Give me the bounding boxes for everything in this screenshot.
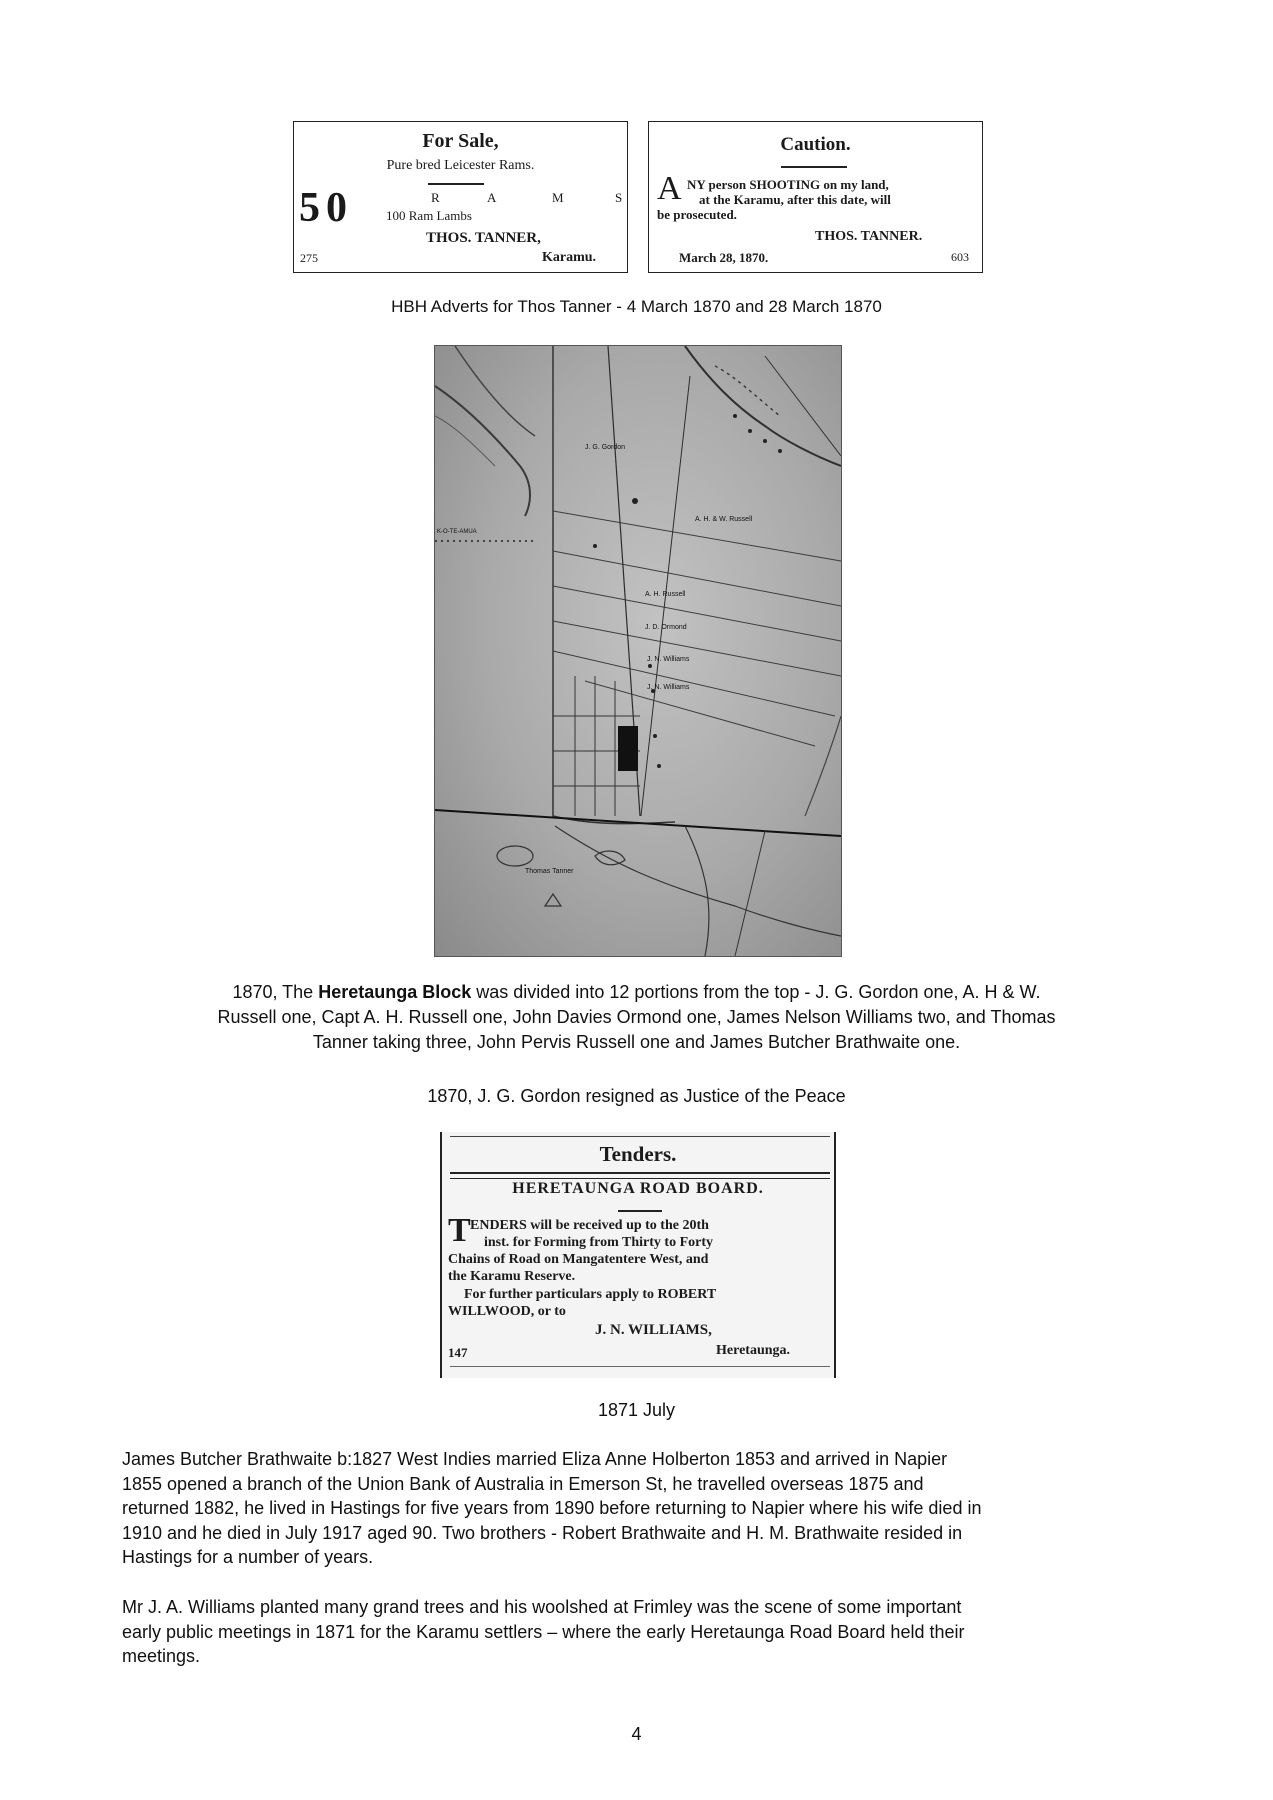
tender-line-4: the Karamu Reserve. xyxy=(448,1269,576,1284)
advert-subtitle: Pure bred Leicester Rams. xyxy=(386,158,535,173)
rams-letter-m: M xyxy=(552,190,564,205)
tender-line-3: Chains of Road on Mangatentere West, and xyxy=(448,1252,709,1267)
divider xyxy=(618,1210,662,1212)
tender-place: Heretaunga. xyxy=(716,1343,791,1358)
paragraph-line: James Butcher Brathwaite b:1827 West Indies married Eliza Anne Holberton 1853 and arrived in Napier xyxy=(122,1449,948,1469)
right-border xyxy=(834,1132,836,1378)
caption-tenders-date: 1871 July xyxy=(597,1400,676,1420)
paragraph-line: 1855 opened a branch of the Union Bank of Australia in Emerson St, he travelled overseas 1875 and xyxy=(122,1473,924,1494)
paragraph-brathwaite xyxy=(122,1447,1152,1570)
advert-for-sale xyxy=(293,121,628,273)
page-number: 4 xyxy=(631,1724,642,1744)
advert-place: Karamu. xyxy=(542,250,597,265)
paragraph-line: meetings. xyxy=(122,1646,201,1666)
tender-line-2: inst. for Forming from Thirty to Forty xyxy=(484,1235,714,1250)
rams-letter-s: S xyxy=(615,190,623,205)
caption-heretaunga-block xyxy=(0,980,1273,1055)
caption-line-2: Russell one, Capt A. H. Russell one, John Davies Ormond one, James Nelson Williams two, and Thomas xyxy=(217,1007,1056,1027)
drop-cap: T xyxy=(448,1212,471,1249)
paragraph-line: 1910 and he died in July 1917 aged 90. Two brothers - Robert Brathwaite and H. M. Brathwaite resided in xyxy=(122,1522,963,1543)
tenders-advert xyxy=(440,1132,836,1378)
rams-letter-r: R xyxy=(431,190,440,205)
caption-pre: 1870, The xyxy=(232,982,319,1002)
map-label-williams-2: J. N. Williams xyxy=(647,684,690,691)
big-number: 50 xyxy=(299,185,353,231)
tender-signature: J. N. WILLIAMS, xyxy=(595,1322,712,1338)
bottom-rule xyxy=(450,1366,830,1367)
caption-line-1 xyxy=(0,980,1273,1005)
left-border xyxy=(440,1132,442,1378)
caption-line-3: Tanner taking three, John Pervis Russell one and James Butcher Brathwaite one. xyxy=(312,1032,961,1052)
caution-line-1: NY person SHOOTING on my land, xyxy=(687,177,889,192)
map-label-ormond: J. D. Ormond xyxy=(645,624,687,631)
caption-rest: was divided into 12 portions from the top - J. G. Gordon one, A. H & W. xyxy=(471,982,1041,1002)
tenders-title: Tenders. xyxy=(599,1142,677,1166)
map-label-left: K-O-TE-AMUA xyxy=(437,529,477,535)
lambs-line: 100 Ram Lambs xyxy=(386,208,472,223)
tender-line-5: For further particulars apply to ROBERT xyxy=(464,1287,717,1302)
advert-ref: 603 xyxy=(951,250,969,264)
map-label-tanner: Thomas Tanner xyxy=(525,868,574,875)
board-name: HERETAUNGA ROAD BOARD. xyxy=(512,1180,764,1197)
advert-title: Caution. xyxy=(780,134,851,155)
map-label-awr: A. H. & W. Russell xyxy=(695,516,753,523)
tender-line-1: ENDERS will be received up to the 20th xyxy=(470,1218,709,1233)
paragraph-line: early public meetings in 1871 for the Karamu settlers – where the early Heretaunga Road Board held their xyxy=(122,1621,965,1642)
paragraph-line: Mr J. A. Williams planted many grand trees and his woolshed at Frimley was the scene of some important xyxy=(122,1597,962,1617)
advert-ref: 275 xyxy=(300,251,318,265)
map-drawing xyxy=(435,346,841,956)
paragraph-line: returned 1882, he lived in Hastings for five years from 1890 before returning to Napier where his wife died in xyxy=(122,1498,982,1518)
advert-signature: THOS. TANNER, xyxy=(426,230,541,246)
advert-title: For Sale, xyxy=(422,130,499,152)
caption-gordon-resigned: 1870, J. G. Gordon resigned as Justice of the Peace xyxy=(427,1086,846,1106)
caution-line-2: at the Karamu, after this date, will xyxy=(699,192,891,207)
paragraph-line: Hastings for a number of years. xyxy=(122,1547,374,1567)
caption-adverts: HBH Adverts for Thos Tanner - 4 March 1870 and 28 March 1870 xyxy=(391,297,882,316)
caption-bold: Heretaunga Block xyxy=(318,982,472,1002)
paragraph-williams xyxy=(122,1595,1152,1669)
advert-caution xyxy=(648,121,983,273)
advert-signature: THOS. TANNER. xyxy=(815,229,923,244)
drop-cap: A xyxy=(657,170,682,207)
advert-date: March 28, 1870. xyxy=(679,250,769,265)
map-label-gordon: J. G. Gordon xyxy=(585,444,626,451)
divider xyxy=(428,183,484,185)
top-rule xyxy=(450,1136,830,1137)
heretaunga-block-map xyxy=(434,345,842,957)
caution-line-3: be prosecuted. xyxy=(657,207,737,222)
divider xyxy=(781,166,847,168)
map-label-williams-1: J. N. Williams xyxy=(647,656,690,663)
rams-letter-a: A xyxy=(487,190,497,205)
tender-line-6: WILLWOOD, or to xyxy=(448,1304,566,1319)
tender-ref: 147 xyxy=(448,1345,468,1360)
map-label-ahr: A. H. Russell xyxy=(645,591,686,598)
double-rule xyxy=(450,1172,830,1179)
